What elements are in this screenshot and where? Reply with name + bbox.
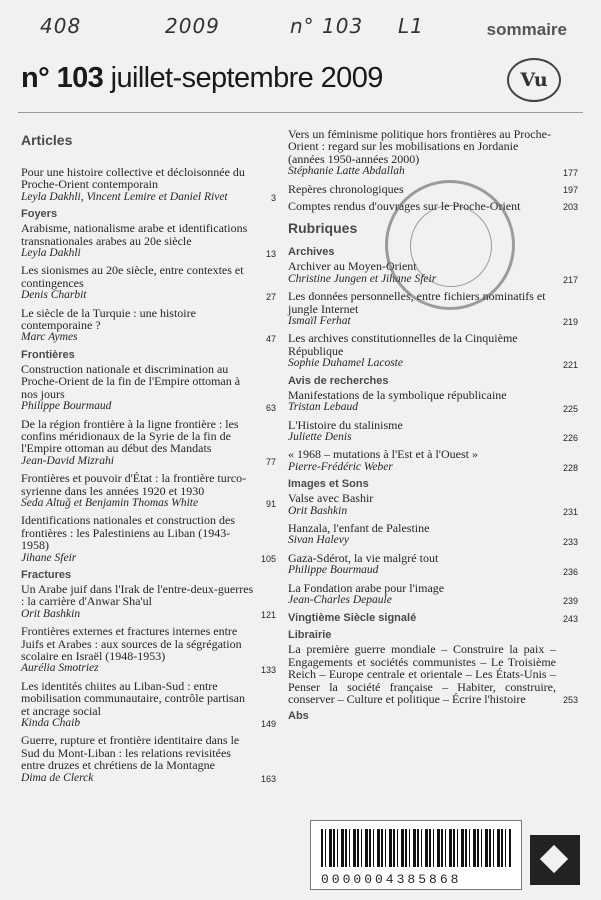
toc-entry[interactable]: Les données personnelles, entre fichiers nominatifs et jungle Internet Ismaïl Ferhat 219 <box>288 289 578 328</box>
toc-entry[interactable]: Les archives constitutionnelles de la Cinquième République Sophie Duhamel Lacoste 221 <box>288 331 578 370</box>
toc-entry[interactable]: Comptes rendus d'ouvrages sur le Proche-Orient 203 <box>288 199 578 214</box>
barcode-number: 0000004385868 <box>321 872 462 887</box>
toc-entry[interactable]: Hanzala, l'enfant de Palestine Sivan Halevy 233 <box>288 520 578 547</box>
toc-entry[interactable]: Frontières externes et fractures internes entre Juifs et Arabes : aux sources de la ségrégation scolaire en Israël (1948-1953) Aurélia Smotriez 133 <box>21 624 276 675</box>
toc-entry[interactable]: De la région frontière à la ligne frontière : les confins méridionaux de la Syrie de la fin de l'Empire ottoman au début des Mandats Jean-David Mizrahi 77 <box>21 416 276 468</box>
sommaire-label: sommaire <box>486 20 567 39</box>
publisher-logo-icon <box>530 835 580 885</box>
toc-entry[interactable]: Pour une histoire collective et décloisonnée du Proche-Orient contemporain Leyla Dakhli, Vincent Lemire et Daniel Rivet 3 <box>21 165 276 204</box>
issue-number: n° 103 <box>21 62 104 94</box>
toc-entry[interactable]: Guerre, rupture et frontière identitaire dans le Sud du Mont-Liban : les relations revisitées entre druzes et chrétiens de la Montagne Dima de Clerck 163 <box>21 733 276 785</box>
toc-entry[interactable]: Gaza-Sdérot, la vie malgré tout Philippe Bourmaud 236 <box>288 550 578 577</box>
toc-entry[interactable]: Valse avec Bashir Orit Bashkin 231 <box>288 491 578 517</box>
handwritten-1: 408 <box>40 14 82 38</box>
barcode-bars-icon <box>321 829 511 867</box>
toc-entry[interactable]: Arabisme, nationalisme arabe et identifications transnationales arabes au 20e siècle Leyla Dakhli 13 <box>21 221 276 260</box>
section-fractures: Fractures <box>21 568 72 581</box>
handwritten-3: n° 103 <box>290 14 364 38</box>
issue-period: juillet-septembre 2009 <box>110 62 383 94</box>
handwritten-2: 2009 <box>165 14 220 38</box>
toc-entry[interactable]: Manifestations de la symbolique républicaine Tristan Lebaud 225 <box>288 387 578 414</box>
section-abstracts: Abs <box>288 710 309 723</box>
toc-entry[interactable]: L'Histoire du stalinisme Juliette Denis 226 <box>288 417 578 444</box>
toc-entry[interactable]: « 1968 – mutations à l'Est et à l'Ouest » Pierre-Frédéric Weber 228 <box>288 447 578 474</box>
toc-entry[interactable]: Identifications nationales et construction des frontières : les Palestiniens au Liban (1943-1958) Jihane Sfeir 105 <box>21 513 276 564</box>
header-rule <box>18 112 583 113</box>
vu-logo-icon: Vu <box>507 58 561 102</box>
section-foyers: Foyers <box>21 208 58 221</box>
section-archives: Archives <box>288 246 335 259</box>
toc-entry[interactable]: Vers un féminisme politique hors frontières au Proche-Orient : regard sur les mobilisations en Jordanie (années 1950-années 2000) Stéphanie Latte Abdallah 177 <box>288 127 578 178</box>
section-avis-de-recherches: Avis de recherches <box>288 374 389 387</box>
vingtieme-siecle-signale[interactable]: Vingtième Siècle signalé 243 <box>288 612 578 625</box>
handwritten-4: L1 <box>398 14 424 38</box>
toc-entry[interactable]: Un Arabe juif dans l'Irak de l'entre-deux-guerres : la carrière d'Anwar Sha'ul Orit Bashkin 121 <box>21 581 276 621</box>
section-frontieres: Frontières <box>21 348 75 361</box>
stamp-inner-ring <box>410 205 492 287</box>
toc-entry[interactable]: Les sionismes au 20e siècle, entre contextes et contingences Denis Charbit 27 <box>21 263 276 302</box>
toc-entry[interactable]: Archiver au Moyen-Orient Christine Jungen et Jihane Sfeir 217 <box>288 259 578 286</box>
publisher-logo-diamond <box>540 845 568 873</box>
issue-title <box>21 62 383 95</box>
librairie-entry[interactable]: La première guerre mondiale – Construire la paix – Engagements et sociétés communistes – Le Troisième Reich – Europe centrale et orientale – Les États-Unis – Penser la société française – Habiter, construire, conserver – Culture et politique – Écrire l'histoire 253 <box>288 642 578 706</box>
toc-entry[interactable]: Frontières et pouvoir d'État : la frontière turco-syrienne dans les années 1920 et 1930 Seda Altuğ et Benjamin Thomas White 91 <box>21 471 276 510</box>
toc-entry[interactable]: La Fondation arabe pour l'image Jean-Charles Depaule 239 <box>288 580 578 607</box>
toc-entry[interactable]: Le siècle de la Turquie : une histoire contemporaine ? Marc Aymes 47 <box>21 305 276 344</box>
rubriques-heading: Rubriques <box>288 220 358 237</box>
toc-entry[interactable]: Construction nationale et discrimination au Proche-Orient de la fin de l'Empire ottoman à nos jours Philippe Bourmaud 63 <box>21 361 276 413</box>
barcode <box>310 820 522 890</box>
section-images-et-sons: Images et Sons <box>288 478 369 491</box>
toc-entry[interactable]: Repères chronologiques 197 <box>288 181 578 196</box>
articles-column <box>21 128 276 789</box>
library-stamp-icon <box>385 180 515 310</box>
articles-heading: Articles <box>21 132 73 148</box>
section-librairie: Librairie <box>288 629 332 642</box>
toc-entry[interactable]: Les identités chiites au Liban-Sud : entre mobilisation communautaire, contrôle partisan et ancrage social Kinda Chaib 149 <box>21 678 276 730</box>
